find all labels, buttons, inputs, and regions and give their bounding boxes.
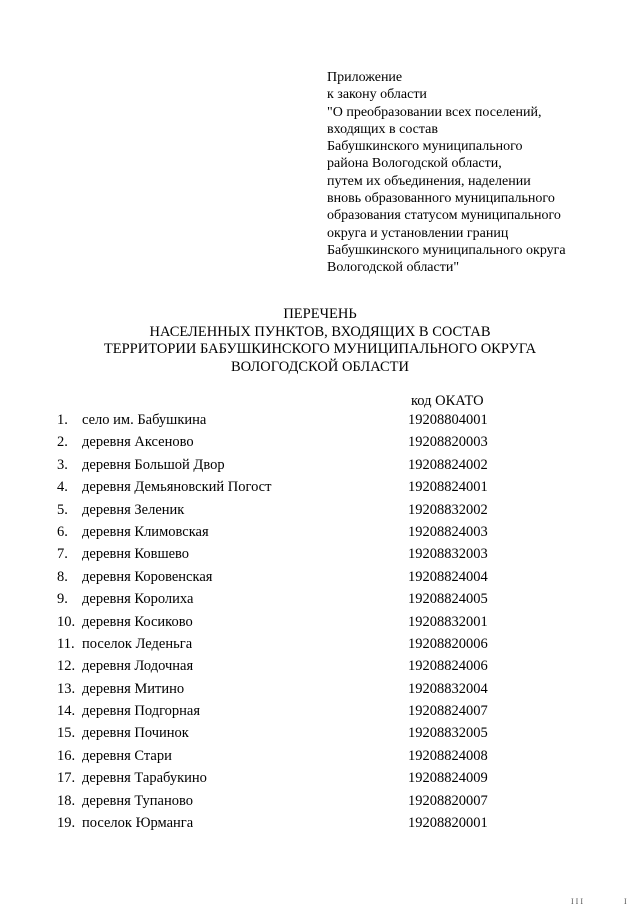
- settlement-name: деревня Подгорная: [82, 703, 201, 720]
- okato-code: 19208820006: [408, 635, 488, 652]
- title-line: ВОЛОГОДСКОЙ ОБЛАСТИ: [231, 358, 409, 375]
- item-number: 9.: [57, 591, 68, 608]
- okato-code: 19208824003: [408, 523, 488, 540]
- footer-mark: I I I: [571, 897, 583, 906]
- list-item: [57, 476, 517, 498]
- list-item: [57, 745, 517, 767]
- list-item: [57, 812, 517, 834]
- item-number: 2.: [57, 434, 68, 451]
- okato-code: 19208832003: [408, 546, 488, 563]
- appendix-line: "О преобразовании всех поселений,: [327, 104, 542, 120]
- okato-code: 19208804001: [408, 412, 488, 428]
- appendix-line: Бабушкинского муниципального округа: [327, 242, 566, 258]
- okato-code: 19208832001: [408, 613, 488, 630]
- okato-code: 19208824009: [408, 770, 488, 787]
- okato-code: 19208824007: [408, 703, 488, 720]
- list-item: [57, 521, 517, 543]
- okato-code: 19208832004: [408, 680, 488, 697]
- item-number: 10.: [57, 613, 76, 630]
- title-line: НАСЕЛЕННЫХ ПУНКТОВ, ВХОДЯЩИХ В СОСТАВ: [149, 323, 491, 340]
- settlement-name: деревня Лодочная: [82, 658, 194, 675]
- settlement-name: поселок Леденьга: [82, 635, 193, 652]
- okato-code: 19208824008: [408, 747, 488, 764]
- settlement-name: деревня Тарабукино: [82, 770, 207, 787]
- appendix-line: входящих в состав: [327, 121, 439, 137]
- list-item: [57, 655, 517, 677]
- settlement-list: [57, 409, 517, 834]
- appendix-line: к закону области: [327, 87, 427, 103]
- settlement-name: деревня Починок: [82, 725, 189, 742]
- okato-code: 19208820007: [408, 792, 488, 809]
- item-number: 11.: [57, 635, 75, 652]
- settlement-name: деревня Коровенская: [82, 568, 213, 585]
- okato-code: 19208824005: [408, 591, 488, 608]
- item-number: 19.: [57, 815, 76, 832]
- title-line: ТЕРРИТОРИИ БАБУШКИНСКОГО МУНИЦИПАЛЬНОГО ОКРУГА: [103, 341, 537, 357]
- list-item: [57, 700, 517, 722]
- list-item: [57, 722, 517, 744]
- appendix-line: Приложение: [327, 70, 403, 85]
- list-item: [57, 611, 517, 633]
- item-number: 1.: [57, 412, 68, 428]
- settlement-name: деревня Митино: [82, 680, 185, 697]
- list-item: [57, 678, 517, 700]
- settlement-name: деревня Климовская: [82, 523, 209, 540]
- appendix-line: вновь образованного муниципального: [327, 191, 555, 207]
- item-number: 13.: [57, 680, 76, 697]
- settlement-name: село им. Бабушкина: [82, 412, 207, 428]
- okato-code: 19208824006: [408, 658, 488, 675]
- item-number: 16.: [57, 747, 76, 764]
- okato-code: 19208820003: [408, 434, 488, 451]
- appendix-line: Вологодской области": [327, 260, 460, 276]
- settlement-name: деревня Демьяновский Погост: [82, 479, 272, 496]
- item-number: 17.: [57, 770, 76, 787]
- item-number: 6.: [57, 523, 68, 540]
- item-number: 18.: [57, 792, 76, 809]
- settlement-name: деревня Зеленик: [82, 501, 185, 518]
- settlement-name: деревня Королиха: [82, 591, 194, 608]
- item-number: 14.: [57, 703, 76, 720]
- okato-code: 19208820001: [408, 815, 488, 832]
- item-number: 5.: [57, 501, 68, 518]
- list-item: [57, 566, 517, 588]
- okato-code: 19208832002: [408, 501, 488, 518]
- settlement-name: поселок Юрманга: [82, 815, 194, 832]
- list-item: [57, 633, 517, 655]
- list-item: [57, 588, 517, 610]
- okato-code: 19208832005: [408, 725, 488, 742]
- settlement-name: деревня Ковшево: [82, 546, 190, 563]
- okato-code: 19208824001: [408, 479, 488, 496]
- item-number: 12.: [57, 658, 76, 675]
- settlement-name: деревня Аксеново: [82, 434, 194, 451]
- item-number: 15.: [57, 725, 76, 742]
- appendix-line: образования статусом муниципального: [327, 208, 561, 224]
- document-title: [0, 306, 640, 376]
- list-item: [57, 543, 517, 565]
- item-number: 4.: [57, 479, 68, 496]
- list-item: [57, 790, 517, 812]
- list-item: [57, 499, 517, 521]
- settlement-name: деревня Тупаново: [82, 792, 193, 809]
- item-number: 3.: [57, 456, 68, 473]
- settlement-name: деревня Стари: [82, 747, 172, 764]
- item-number: 8.: [57, 568, 68, 585]
- list-item: [57, 431, 517, 453]
- appendix-line: округа и установлении границ: [327, 225, 509, 241]
- item-number: 7.: [57, 546, 68, 563]
- okato-code: 19208824004: [408, 568, 488, 585]
- appendix-line: района Вологодской области,: [327, 156, 502, 172]
- okato-code: 19208824002: [408, 456, 488, 473]
- title-line: ПЕРЕЧЕНЬ: [283, 306, 357, 322]
- settlement-name: деревня Косиково: [82, 613, 193, 630]
- appendix-block: [327, 69, 627, 277]
- appendix-line: Бабушкинского муниципального: [327, 139, 523, 155]
- okato-code-header: код ОКАТО: [411, 393, 484, 409]
- list-item: [57, 454, 517, 476]
- footer-mark: I: [624, 897, 627, 906]
- settlement-name: деревня Большой Двор: [82, 456, 225, 473]
- list-item: [57, 767, 517, 789]
- appendix-line: путем их объединения, наделении: [327, 173, 531, 189]
- list-item: [57, 409, 517, 431]
